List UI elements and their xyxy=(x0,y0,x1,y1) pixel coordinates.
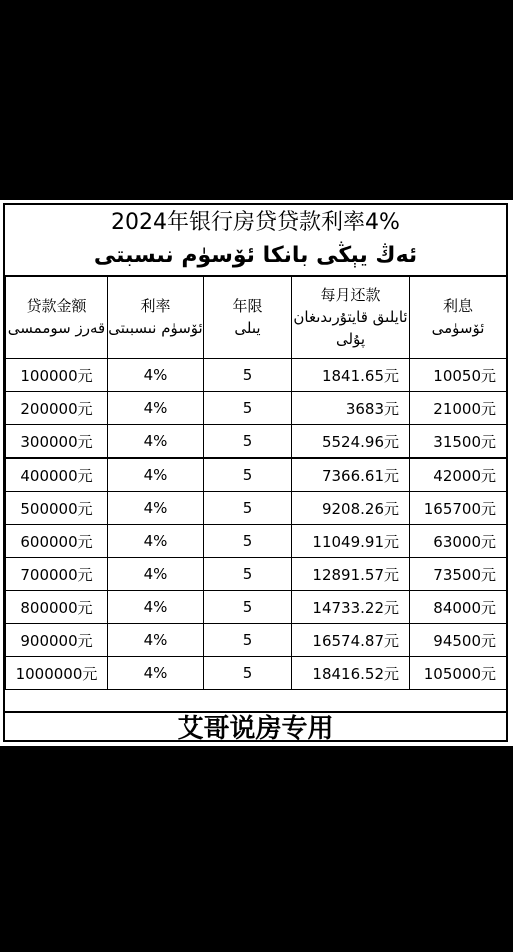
header-label-ug: ئايلىق قايتۇرىدىغان پۇلى xyxy=(293,308,408,348)
table-row xyxy=(6,657,507,690)
header-rate xyxy=(108,276,204,359)
loan-rate-sheet xyxy=(0,200,513,746)
cell-years: 5 xyxy=(204,525,292,558)
cell-rate: 4% xyxy=(108,425,204,459)
cell-monthly: 16574.87元 xyxy=(292,624,410,657)
table-row xyxy=(6,492,507,525)
cell-amount: 500000元 xyxy=(6,492,108,525)
cell-rate: 4% xyxy=(108,591,204,624)
loan-table xyxy=(5,275,507,690)
cell-amount: 300000元 xyxy=(6,425,108,459)
cell-amount: 200000元 xyxy=(6,392,108,425)
cell-rate: 4% xyxy=(108,359,204,392)
cell-rate: 4% xyxy=(108,392,204,425)
cell-rate: 4% xyxy=(108,624,204,657)
header-monthly xyxy=(292,276,410,359)
cell-amount: 800000元 xyxy=(6,591,108,624)
cell-interest: 165700元 xyxy=(410,492,507,525)
header-label-cn: 贷款金额 xyxy=(26,297,87,315)
cell-rate: 4% xyxy=(108,492,204,525)
table-row xyxy=(6,624,507,657)
table-row xyxy=(6,558,507,591)
table-row xyxy=(6,425,507,459)
cell-rate: 4% xyxy=(108,558,204,591)
cell-interest: 84000元 xyxy=(410,591,507,624)
table-row xyxy=(6,525,507,558)
cell-interest: 42000元 xyxy=(410,458,507,492)
title-uyghur: ئەڭ يېڭى بانكا ئۆسۈم نىسبتى xyxy=(93,243,418,268)
title-block xyxy=(5,205,506,277)
cell-amount: 1000000元 xyxy=(6,657,108,690)
table-frame xyxy=(3,203,508,742)
cell-amount: 700000元 xyxy=(6,558,108,591)
cell-years: 5 xyxy=(204,657,292,690)
cell-amount: 600000元 xyxy=(6,525,108,558)
cell-amount: 900000元 xyxy=(6,624,108,657)
cell-monthly: 12891.57元 xyxy=(292,558,410,591)
cell-monthly: 18416.52元 xyxy=(292,657,410,690)
cell-rate: 4% xyxy=(108,458,204,492)
cell-interest: 31500元 xyxy=(410,425,507,459)
header-label-ug: ئۆسۈمى xyxy=(431,319,485,337)
cell-years: 5 xyxy=(204,558,292,591)
cell-years: 5 xyxy=(204,359,292,392)
header-label-cn: 利息 xyxy=(442,297,473,315)
cell-monthly: 5524.96元 xyxy=(292,425,410,459)
cell-years: 5 xyxy=(204,425,292,459)
table-row xyxy=(6,591,507,624)
cell-interest: 21000元 xyxy=(410,392,507,425)
cell-years: 5 xyxy=(204,591,292,624)
cell-years: 5 xyxy=(204,458,292,492)
cell-amount: 400000元 xyxy=(6,458,108,492)
header-label-cn: 每月还款 xyxy=(320,286,381,304)
cell-monthly: 9208.26元 xyxy=(292,492,410,525)
header-row xyxy=(6,276,507,359)
header-label-cn: 利率 xyxy=(140,297,171,315)
cell-years: 5 xyxy=(204,492,292,525)
cell-monthly: 1841.65元 xyxy=(292,359,410,392)
cell-monthly: 14733.22元 xyxy=(292,591,410,624)
cell-interest: 94500元 xyxy=(410,624,507,657)
header-label-ug: ئۆسۈم نىسبىتى xyxy=(108,319,203,337)
header-interest xyxy=(410,276,507,359)
cell-years: 5 xyxy=(204,624,292,657)
header-years xyxy=(204,276,292,359)
cell-monthly: 7366.61元 xyxy=(292,458,410,492)
cell-years: 5 xyxy=(204,392,292,425)
cell-monthly: 11049.91元 xyxy=(292,525,410,558)
table-row xyxy=(6,392,507,425)
header-label-ug: يىلى xyxy=(234,319,261,337)
table-row xyxy=(6,458,507,492)
cell-interest: 105000元 xyxy=(410,657,507,690)
title-chinese: 2024年银行房贷贷款利率4% xyxy=(111,210,400,235)
cell-interest: 73500元 xyxy=(410,558,507,591)
cell-rate: 4% xyxy=(108,525,204,558)
cell-monthly: 3683元 xyxy=(292,392,410,425)
header-label-ug: قەرز سوممسى xyxy=(7,319,106,337)
header-label-cn: 年限 xyxy=(232,297,263,315)
cell-interest: 63000元 xyxy=(410,525,507,558)
header-amount xyxy=(6,276,108,359)
cell-interest: 10050元 xyxy=(410,359,507,392)
footer-caption: 艾哥说房专用 xyxy=(5,711,506,747)
cell-amount: 100000元 xyxy=(6,359,108,392)
table-row xyxy=(6,359,507,392)
cell-rate: 4% xyxy=(108,657,204,690)
